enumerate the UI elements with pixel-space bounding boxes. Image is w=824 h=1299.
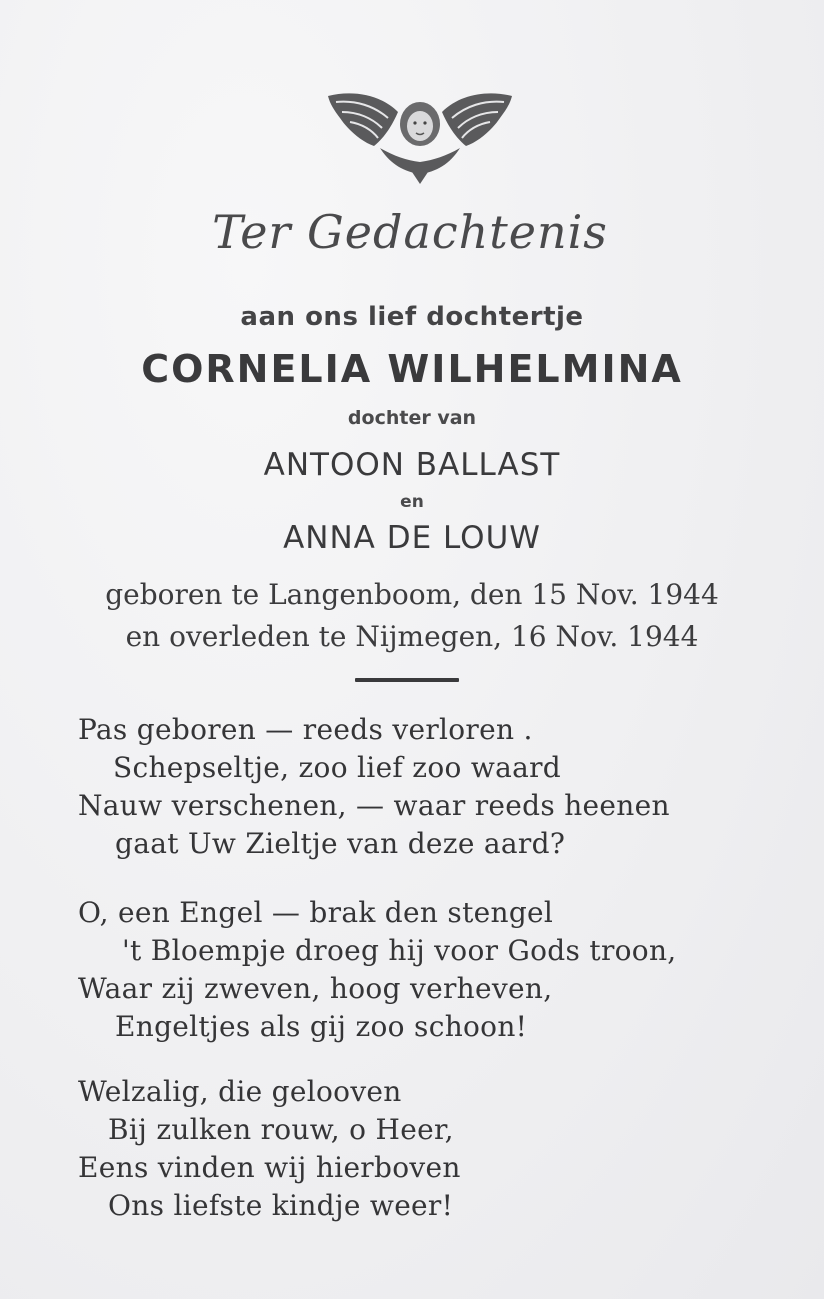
poem-line: Bij zulken rouw, o Heer, xyxy=(108,1113,454,1146)
winged-cherub-icon xyxy=(322,86,518,186)
conjunction-text: en xyxy=(400,492,424,512)
poem-line: gaat Uw Zieltje van deze aard? xyxy=(115,827,566,860)
poem-line: Waar zij zweven, hoog verheven, xyxy=(78,972,553,1005)
poem-line: Welzalig, die gelooven xyxy=(78,1075,402,1108)
mother-name: ANNA DE LOUW xyxy=(283,520,541,556)
card-title: Ter Gedachtenis xyxy=(212,205,608,259)
divider xyxy=(355,678,459,682)
poem-line: Ons liefste kindje weer! xyxy=(108,1189,454,1222)
poem-line: 't Bloempje droeg hij voor Gods troon, xyxy=(122,934,677,967)
poem-line: Engeltjes als gij zoo schoon! xyxy=(115,1010,528,1043)
poem-line: Eens vinden wij hierboven xyxy=(78,1151,461,1184)
father-name: ANTOON BALLAST xyxy=(263,447,561,483)
poem-line: O, een Engel — brak den stengel xyxy=(78,896,554,929)
birth-line: geboren te Langenboom, den 15 Nov. 1944 xyxy=(105,578,719,611)
daughter-of-text: dochter van xyxy=(347,407,477,429)
deceased-name: CORNELIA WILHELMINA xyxy=(141,347,683,391)
poem-line: Nauw verschenen, — waar reeds heenen xyxy=(78,789,670,822)
death-line: en overleden te Nijmegen, 16 Nov. 1944 xyxy=(125,620,699,653)
intro-text: aan ons lief dochtertje xyxy=(240,302,584,332)
poem-line: Pas geboren — reeds verloren . xyxy=(78,713,533,746)
poem-line: Schepseltje, zoo lief zoo waard xyxy=(113,751,562,784)
